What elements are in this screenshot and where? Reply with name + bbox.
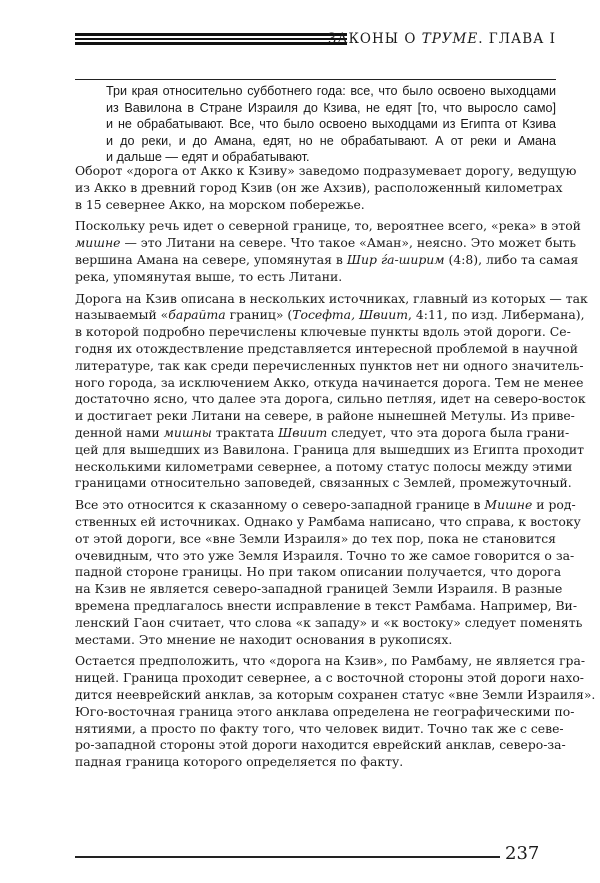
text-run: Поскольку речь идет о северной границе, то, вероятнее всего, «река» в этой <box>75 218 581 234</box>
text-run: (4:8), либо та самая <box>444 251 579 267</box>
text-line <box>75 686 596 704</box>
text-run: денной нами <box>75 424 164 440</box>
italic-term: Швиит <box>278 424 328 440</box>
text-run: ЗАКОНЫ О <box>327 31 422 47</box>
text-run: — это Литани на севере. Что такое «Аман», неясно. Это может быть <box>120 235 577 251</box>
text-line <box>75 581 563 598</box>
running-header <box>75 31 556 49</box>
text-line <box>75 374 584 392</box>
italic-term: Шир ѓа-ширим <box>346 251 445 267</box>
text-line <box>75 720 564 738</box>
text-run: достаточно ясно, что далее эта дорога, сильно петляя, идет на северо-восток <box>75 391 586 407</box>
text-line <box>75 653 586 670</box>
text-run: ленский Гаон считает, что слова «к западу» и «к востоку» следует поменять <box>75 614 583 630</box>
text-line <box>75 703 575 721</box>
text-run: и род- <box>532 497 576 513</box>
text-run: из Акко в древний город Кзив (он же Ахзив), расположенный километрах <box>75 179 563 195</box>
text-line <box>75 547 575 565</box>
text-line <box>75 458 573 476</box>
text-run: цей для вышедших из Вавилона. Граница для вышедших из Египта проходит <box>75 441 584 457</box>
quote-line <box>106 100 556 117</box>
text-run: ницей. Граница проходит севернее, а с восточной стороны этой дороги нахо- <box>75 670 584 686</box>
text-run: , 4:11, по изд. Либермана), <box>408 307 585 323</box>
text-run: на Кзив не является северо-западной границей Земли Израиля. В разные <box>75 581 563 597</box>
text-run: и дальше — едят и обрабатывают. <box>106 150 310 165</box>
text-run: трактата <box>211 424 279 440</box>
paragraph <box>75 218 581 285</box>
paragraph <box>75 497 583 648</box>
mishnah-quote-block <box>106 83 556 166</box>
text-run: очевидным, что это уже Земля Израиля. Точно то же самое говорится о за- <box>75 547 575 563</box>
text-run: падная граница которого определяется по факту. <box>75 754 404 770</box>
text-line <box>75 235 577 252</box>
paragraph <box>75 290 588 493</box>
text-line <box>75 754 556 771</box>
header-decorative-rules <box>75 33 347 47</box>
page-number: 237 <box>505 843 540 864</box>
italic-term: барайта <box>168 307 226 323</box>
italic-term: мишне <box>75 235 121 251</box>
text-run: из Вавилона в Стране Израиля до Кзива, не едят [то, что выросло само] <box>106 100 556 115</box>
text-run: и не обрабатывают. Все, что было освоено выходцами из Египта от Кзива <box>106 117 556 132</box>
footer-divider <box>75 856 500 858</box>
text-run: от этой дороги, все «вне Земли Израиля» до тех пор, пока не становится <box>75 530 556 546</box>
text-run: дится нееврейский анклав, за которым сохранен статус «вне Земли Израиля». <box>75 686 596 702</box>
text-run: Юго-восточная граница этого анклава определена не географическими по- <box>75 703 575 719</box>
text-line <box>75 475 572 492</box>
text-run: местами. Это мнение не находит основания в рукописях. <box>75 631 453 647</box>
text-line <box>75 597 578 615</box>
text-run: ственных ей источниках. Однако у Рамбама написано, что справа, к востоку <box>75 513 581 529</box>
text-run: Все это относится к сказанному о северо-западной границе в <box>75 497 485 513</box>
text-run: границ» ( <box>225 307 293 323</box>
text-run: Дорога на Кзив описана в нескольких источниках, главный из которых — так <box>75 290 588 306</box>
quote-line <box>106 133 556 150</box>
text-line <box>75 179 563 197</box>
text-run: следует, что эта дорога была грани- <box>327 424 570 440</box>
text-line <box>75 197 556 214</box>
text-line <box>75 391 586 408</box>
text-line <box>75 632 556 649</box>
text-run: несколькими километрами севернее, а потому статус полосы между этими <box>75 458 573 474</box>
text-run: годня их отождествление представляется интересной проблемой в научной <box>75 340 579 356</box>
text-line <box>75 737 566 754</box>
text-run: в 15 севернее Акко, на морском побережье. <box>75 196 365 212</box>
text-run: и достигает реки Литани на севере, в районе нынешней Метулы. Из приве- <box>75 408 575 424</box>
text-run: в которой подробно перечислены ключевые пункты вдоль этой дороги. Се- <box>75 324 571 340</box>
header-divider <box>75 79 556 80</box>
text-run: литературе, так как среди перечисленных пунктов нет ни одного значитель- <box>75 357 584 373</box>
italic-term: мишны <box>163 424 212 440</box>
text-run: границами относительно заповедей, связанных с Землей, промежуточный. <box>75 475 572 491</box>
italic-term: ТРУМЕ <box>421 31 479 47</box>
text-run: нятиями, а просто по факту того, что человек видит. Точно так же с севе- <box>75 720 564 736</box>
text-line <box>75 218 581 235</box>
running-header-title <box>328 31 556 47</box>
text-run: Оборот «дорога от Акко к Кзиву» заведомо подразумевает дорогу, ведущую <box>75 163 577 178</box>
paragraph <box>75 653 596 771</box>
text-line <box>75 340 579 358</box>
text-run: ного города, за исключением Акко, откуда начинается дорога. Тем не менее <box>75 374 584 390</box>
italic-term: Тосефта, Швиит <box>292 307 409 323</box>
text-run: называемый « <box>75 307 169 323</box>
text-line <box>75 290 588 308</box>
text-run: Остается предположить, что «дорога на Кзив», по Рамбаму, не является гра- <box>75 653 586 669</box>
text-run: ро-западной стороны этой дороги находится еврейский анклав, северо-за- <box>75 737 566 753</box>
text-line <box>75 357 584 375</box>
quote-line <box>106 83 556 100</box>
text-run: . ГЛАВА I <box>478 31 556 47</box>
text-line <box>75 251 579 269</box>
text-run: вершина Амана на севере, упомянутая в <box>75 251 347 267</box>
italic-term: Мишне <box>484 497 533 513</box>
text-line <box>75 513 581 531</box>
text-run: Три края относительно субботнего года: все, что было освоено выходцами <box>106 84 556 98</box>
quote-line <box>106 116 556 133</box>
text-line <box>75 408 575 425</box>
text-line <box>75 324 571 341</box>
paragraph <box>75 163 577 213</box>
text-line <box>75 441 584 459</box>
text-run: и до реки, и до Амана, едят, но не обрабатывают. А от реки и Амана <box>106 133 556 148</box>
text-run: река, упомянутая выше, то есть Литани. <box>75 268 343 284</box>
text-line <box>75 163 577 180</box>
text-run: времена предлагалось внести исправление в текст Рамбама. Например, Ви- <box>75 597 578 613</box>
text-line <box>75 497 576 514</box>
text-line <box>75 307 585 324</box>
text-line <box>75 531 556 548</box>
text-line <box>75 424 570 442</box>
text-line <box>75 564 562 581</box>
text-line <box>75 269 556 286</box>
text-line <box>75 614 583 632</box>
commentary-body <box>75 163 596 776</box>
text-run: падной стороне границы. Но при таком описании получается, что дорога <box>75 564 562 580</box>
text-line <box>75 670 584 687</box>
